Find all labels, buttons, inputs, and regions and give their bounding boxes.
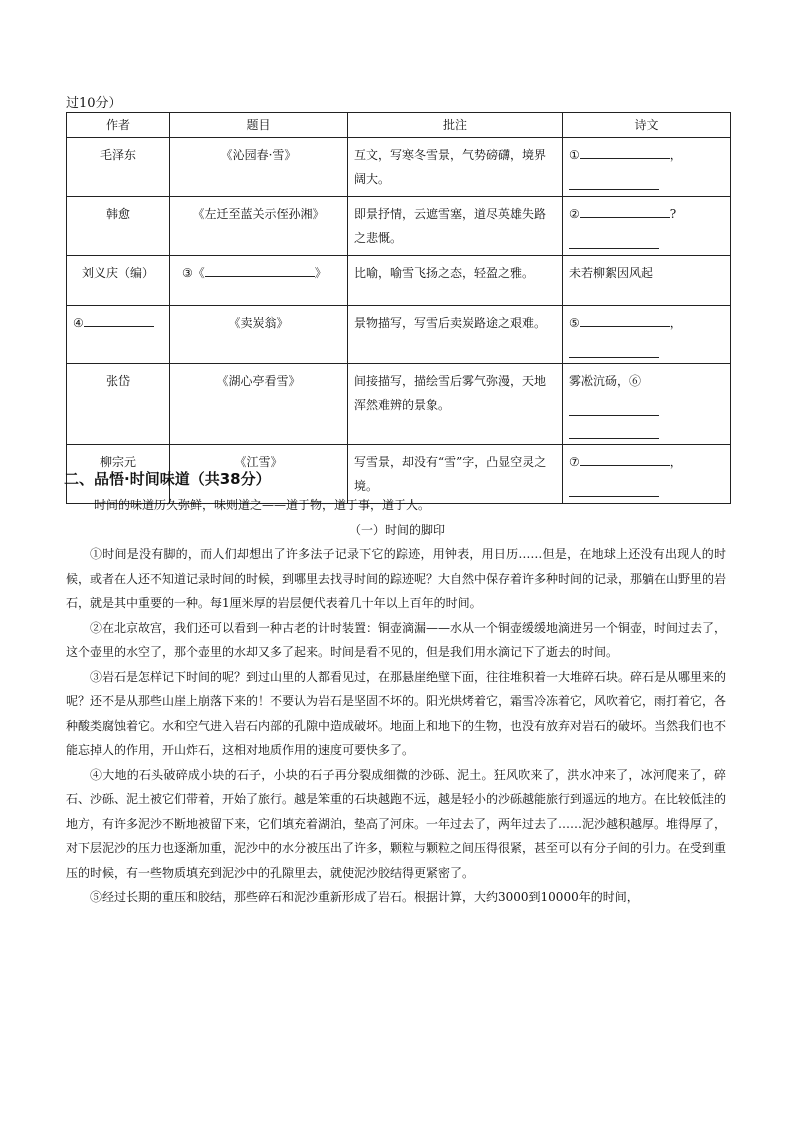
table-row [67, 306, 731, 364]
answer-blank[interactable] [580, 144, 670, 159]
note-cell: 比喻，喻雪飞扬之态，轻盈之雅。 [348, 256, 563, 306]
answer-blank[interactable] [569, 482, 659, 497]
title-number: ③ [182, 266, 193, 280]
author-cell: 张岱 [67, 364, 170, 445]
note-cell: 景物描写，写雪后卖炭路途之艰难。 [348, 306, 563, 364]
poem-number: ① [569, 148, 580, 162]
section-lead: 时间的味道历久弥鲜，味则道之——道于物，道于事，道于人。 [94, 498, 431, 512]
note-cell: 间接描写，描绘雪后雾气弥漫，天地浑然难辨的景象。 [348, 364, 563, 445]
note-cell: 写雪景，却没有“雪”字，凸显空灵之境。 [348, 445, 563, 504]
answer-blank[interactable] [84, 312, 154, 327]
title-cell: 《左迁至蓝关示侄孙湘》 [170, 197, 348, 256]
author-cell: 毛泽东 [67, 138, 170, 197]
answer-blank[interactable] [569, 424, 659, 439]
poem-cell: 未若柳絮因风起 [563, 256, 731, 306]
poem-punct: ? [669, 207, 677, 221]
table-row [67, 197, 731, 256]
poem-text: 雾凇沆砀，⑥ [569, 374, 642, 388]
answer-blank[interactable] [569, 175, 659, 190]
table-row [67, 256, 731, 306]
paragraph: ⑤经过长期的重压和胶结，那些碎石和泥沙重新形成了岩石。根据计算，大约3000到10000年的时间， [90, 890, 639, 904]
answer-blank[interactable] [205, 262, 315, 277]
article-body [66, 542, 726, 910]
table-row [67, 138, 731, 197]
poem-number: ⑦ [569, 455, 580, 469]
article-title: （一）时间的脚印 [348, 523, 445, 537]
table-row [67, 364, 731, 445]
poem-cell [563, 364, 731, 445]
header-poem: 诗文 [563, 113, 731, 138]
author-cell: 刘义庆（编） [67, 256, 170, 306]
header-note: 批注 [348, 113, 563, 138]
answer-blank[interactable] [580, 451, 670, 466]
author-cell: 柳宗元 [67, 445, 170, 504]
title-cell: 《沁园春·雪》 [170, 138, 348, 197]
author-cell: 韩愈 [67, 197, 170, 256]
poem-table [66, 112, 731, 504]
title-cell: 《湖心亭看雪》 [170, 364, 348, 445]
answer-blank[interactable] [569, 343, 659, 358]
paragraph: ④大地的石头破碎成小块的石子，小块的石子再分裂成细微的沙砾、泥土。狂风吹来了，洪水冲来了，冰河爬来了，碎石、沙砾、泥土被它们带着，开始了旅行。越是笨重的石块越跑不远，越是轻小的沙砾越能旅行到遥远的地方。在比较低洼的地方，有许多泥沙不断地被留下来，它们填充着湖泊，垫高了河床。一年过去了，两年过去了……泥沙越积越厚。堆得厚了，对下层泥沙的压力也逐渐加重，泥沙中的水分被压出了许多，颗粒与颗粒之间压得很紧，甚至可以有分子间的引力。在受到重压的时候，有一些物质填充到泥沙中的孔隙里去，就使泥沙胶结得更紧密了。 [66, 767, 727, 880]
title-cell [170, 256, 348, 306]
poem-cell [563, 306, 731, 364]
paragraph: ②在北京故宫，我们还可以看到一种古老的计时装置：铜壶滴漏——水从一个铜壶缓缓地滴进另一个铜壶，时间过去了，这个壶里的水空了，那个壶里的水却又多了起来。时间是看不见的，但是我们用水滴记下了逝去的时间。 [66, 620, 727, 659]
section-title: 二、品悟·时间味道（共38分） [64, 470, 271, 488]
table-header-row [67, 113, 731, 138]
note-cell: 互文，写寒冬雪景，气势磅礴，境界阔大。 [348, 138, 563, 197]
poem-punct: ， [669, 148, 682, 162]
poem-cell [563, 197, 731, 256]
answer-blank[interactable] [569, 401, 659, 416]
answer-blank[interactable] [580, 203, 670, 218]
poem-punct: ， [669, 316, 682, 330]
header-author: 作者 [67, 113, 170, 138]
answer-blank[interactable] [569, 234, 659, 249]
title-open-mark: 《 [192, 266, 205, 280]
author-cell [67, 306, 170, 364]
poem-number: ⑤ [569, 316, 580, 330]
header-title: 题目 [170, 113, 348, 138]
poem-number: ② [569, 207, 580, 221]
title-cell: 《江雪》 [170, 445, 348, 504]
paragraph: ①时间是没有脚的，而人们却想出了许多法子记录下它的踪迹，用钟表，用日历……但是，在地球上还没有出现人的时候，或者在人还不知道记录时间的时候，到哪里去找寻时间的踪迹呢？大自然中保存着许多种时间的记录，那躺在山野里的岩石，就是其中重要的一种。每1厘米厚的岩层便代表着几十年以上百年的时间。 [66, 547, 727, 610]
title-close-mark: 》 [314, 266, 327, 280]
paragraph: ③岩石是怎样记下时间的呢？到过山里的人都看见过，在那悬崖绝壁下面，往往堆积着一大堆碎石块。碎石是从哪里来的呢？还不是从那些山崖上崩落下来的！不要认为岩石是坚固不坏的。阳光烘烤着它，霜雪冷冻着它，风吹着它，雨打着它，各种酸类腐蚀着它。水和空气进入岩石内部的孔隙中造成破坏。地面上和地下的生物，也没有放弃对岩石的破坏。当然我们也不能忘掉人的作用，开山炸石，这相对地质作用的速度可要快多了。 [66, 669, 727, 757]
intro-text: 过10分） [66, 96, 122, 111]
note-cell: 即景抒情，云遮雪塞，道尽英雄失路之悲慨。 [348, 197, 563, 256]
title-cell: 《卖炭翁》 [170, 306, 348, 364]
author-number: ④ [73, 316, 84, 330]
answer-blank[interactable] [580, 312, 670, 327]
poem-cell [563, 445, 731, 504]
poem-cell [563, 138, 731, 197]
poem-punct: ， [669, 455, 682, 469]
